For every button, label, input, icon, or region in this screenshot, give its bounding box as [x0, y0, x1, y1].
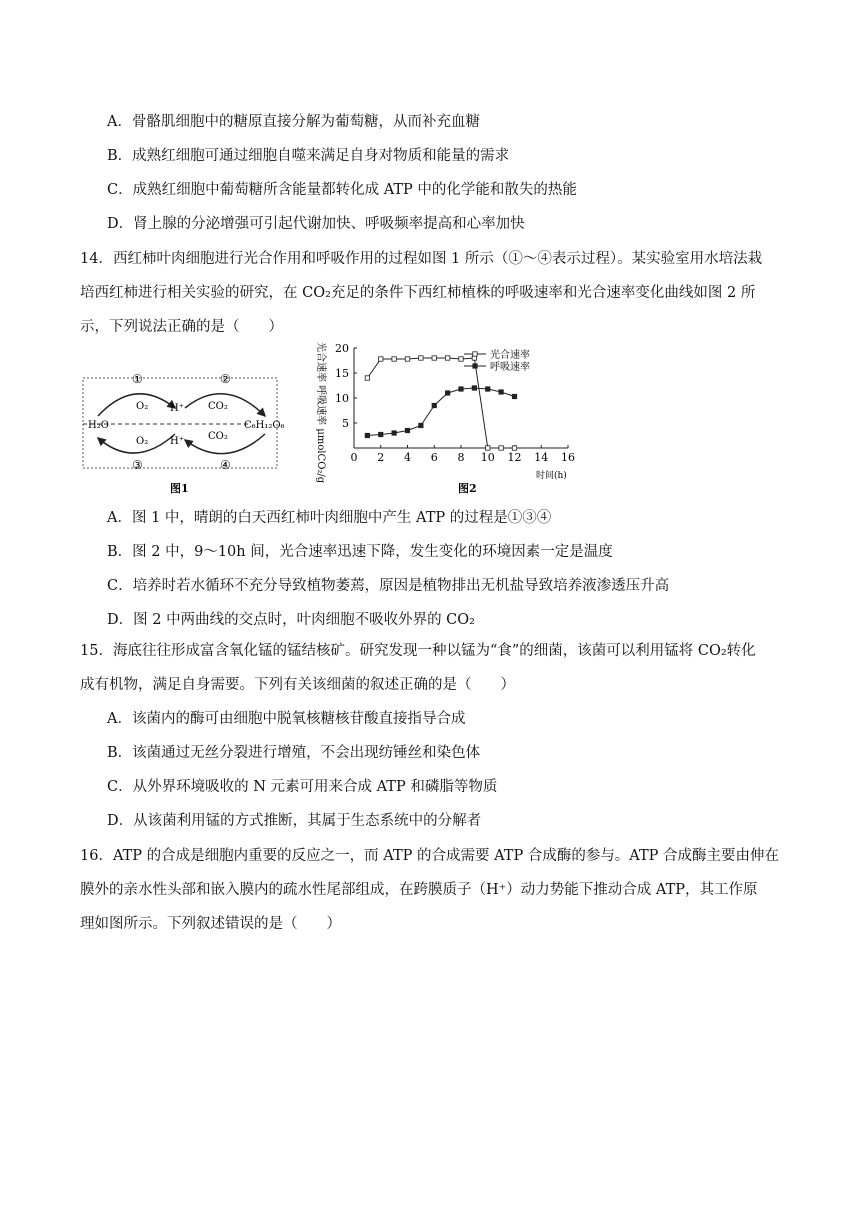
q15-option-a: A．该菌内的酶可由细胞中脱氧核糖核苷酸直接指导合成	[107, 711, 466, 727]
label-process-1: ①	[132, 372, 143, 386]
chart-x-tick-label: 14	[534, 451, 549, 464]
chart-x-tick-label: 8	[457, 451, 465, 464]
q13-option-a: A．骨骼肌细胞中的糖原直接分解为葡萄糖，从而补充血糖	[107, 114, 480, 130]
q14-option-d: D．图 2 中两曲线的交点时，叶肉细胞不吸收外界的 CO₂	[107, 612, 475, 628]
chart-point-series-1	[365, 376, 369, 380]
q14-stem-line-2: 培西红柿进行相关实验的研究，在 CO₂充足的条件下西红柿植株的呼吸速率和光合速率变化曲线如图 2 所	[80, 285, 756, 301]
chart-point-series-2	[499, 390, 503, 394]
q15-option-b: B．该菌通过无丝分裂进行增殖，不会出现纺锤丝和染色体	[107, 745, 481, 761]
chart-y-tick-label: 20	[335, 342, 349, 355]
label-co2-bottom: CO₂	[208, 431, 228, 442]
label-process-3: ③	[132, 458, 143, 472]
chart-point-series-1	[432, 356, 436, 360]
chart-point-series-1	[486, 446, 490, 450]
q13-option-b: B．成熟红细胞可通过细胞自噬来满足自身对物质和能量的需求	[107, 148, 510, 164]
figure-2-caption: 图2	[458, 482, 477, 495]
chart-point-series-1	[459, 357, 463, 361]
chart-x-tick-label: 16	[561, 451, 575, 464]
chart-x-tick-label: 0	[350, 451, 358, 464]
q15-stem-line-2: 成有机物，满足自身需要。下列有关该细菌的叙述正确的是（ ）	[80, 677, 515, 693]
chart-point-series-2	[379, 432, 383, 436]
label-glucose: C₆H₁₂O₆	[244, 420, 285, 431]
chart-y-tick-label: 15	[335, 367, 349, 380]
q16-stem-line-2: 膜外的亲水性头部和嵌入膜内的疏水性尾部组成，在跨膜质子（H⁺）动力势能下推动合成 ATP，其工作原	[80, 882, 758, 898]
chart-point-series-2	[405, 428, 409, 432]
label-h-bottom: H⁺	[170, 436, 184, 447]
chart-x-axis-label: 时间(h)	[536, 471, 567, 481]
chart-point-series-1	[419, 356, 423, 360]
chart-point-series-2	[472, 386, 476, 390]
q15-stem-line-1: 15．海底往往形成富含氧化锰的锰结核矿。研究发现一种以锰为“食”的细菌，该菌可以利用锰将 CO₂转化	[80, 643, 756, 659]
chart-point-series-2	[459, 387, 463, 391]
chart-point-series-1	[499, 446, 503, 450]
chart-point-series-2	[365, 433, 369, 437]
label-co2-top: CO₂	[208, 401, 228, 412]
q13-option-c: C．成熟红细胞中葡萄糖所含能量都转化成 ATP 中的化学能和散失的热能	[107, 182, 577, 198]
label-process-4: ④	[220, 458, 231, 472]
q14-option-a: A．图 1 中，晴朗的白天西红柿叶肉细胞中产生 ATP 的过程是①③④	[107, 510, 552, 526]
chart-x-tick-label: 10	[480, 451, 495, 464]
q16-stem-line-1: 16．ATP 的合成是细胞内重要的反应之一，而 ATP 的合成需要 ATP 合成酶的参与。ATP 合成酶主要由伸在	[80, 848, 780, 864]
chart-x-tick-label: 12	[507, 451, 522, 464]
chart-legend-label-2: 呼吸速率	[490, 362, 530, 373]
chart-point-series-2	[445, 391, 449, 395]
q14-stem-line-1: 14．西红柿叶肉细胞进行光合作用和呼吸作用的过程如图 1 所示（①～④表示过程）。某实验室用水培法栽	[80, 251, 763, 267]
chart-y-tick-label: 5	[342, 417, 349, 430]
chart-y-tick-label: 10	[335, 392, 349, 405]
label-o2-top: O₂	[136, 401, 149, 412]
chart-point-series-2	[392, 431, 396, 435]
chart-point-series-1	[445, 356, 449, 360]
chart-point-series-1	[379, 357, 383, 361]
chart-point-series-1	[512, 446, 516, 450]
chart-x-tick-label: 2	[377, 451, 385, 464]
chart-x-tick-label: 6	[430, 451, 438, 464]
label-h-top: H⁺	[170, 403, 184, 414]
chart-point-series-2	[486, 387, 490, 391]
chart-point-series-1	[405, 357, 409, 361]
chart-point-series-2	[419, 423, 423, 427]
label-h2o: H₂O	[88, 420, 109, 431]
q14-stem-line-3: 示，下列说法正确的是（ ）	[80, 319, 283, 335]
chart-x-tick-label: 4	[404, 451, 411, 464]
figure-2-chart	[296, 340, 596, 500]
chart-legend-label-1: 光合速率	[490, 350, 530, 361]
chart-y-axis-label: 光合速率 呼吸速率 μmolCO₂/g	[315, 342, 326, 484]
q13-option-d: D．肾上腺的分泌增强可引起代谢加快、呼吸频率提高和心率加快	[107, 216, 525, 232]
chart-point-series-2	[512, 394, 516, 398]
q15-option-c: C．从外界环境吸收的 N 元素可用来合成 ATP 和磷脂等物质	[107, 779, 498, 795]
chart-series-line-2	[367, 388, 514, 436]
label-o2-bottom: O₂	[136, 436, 149, 447]
q16-stem-line-3: 理如图所示。下列叙述错误的是（ ）	[80, 916, 341, 932]
label-process-2: ②	[220, 372, 231, 386]
q15-option-d: D．从该菌利用锰的方式推断，其属于生态系统中的分解者	[107, 813, 482, 829]
chart-point-series-1	[392, 357, 396, 361]
figure-1-diagram	[80, 368, 285, 498]
q14-option-b: B．图 2 中，9～10h 间，光合速率迅速下降，发生变化的环境因素一定是温度	[107, 544, 613, 560]
figure-1-caption: 图1	[170, 482, 189, 495]
chart-legend-marker-2	[473, 364, 477, 368]
q14-option-c: C．培养时若水循环不充分导致植物萎蔫，原因是植物排出无机盐导致培养液渗透压升高	[107, 578, 670, 594]
chart-point-series-2	[432, 403, 436, 407]
chart-legend-marker-1	[473, 352, 477, 356]
